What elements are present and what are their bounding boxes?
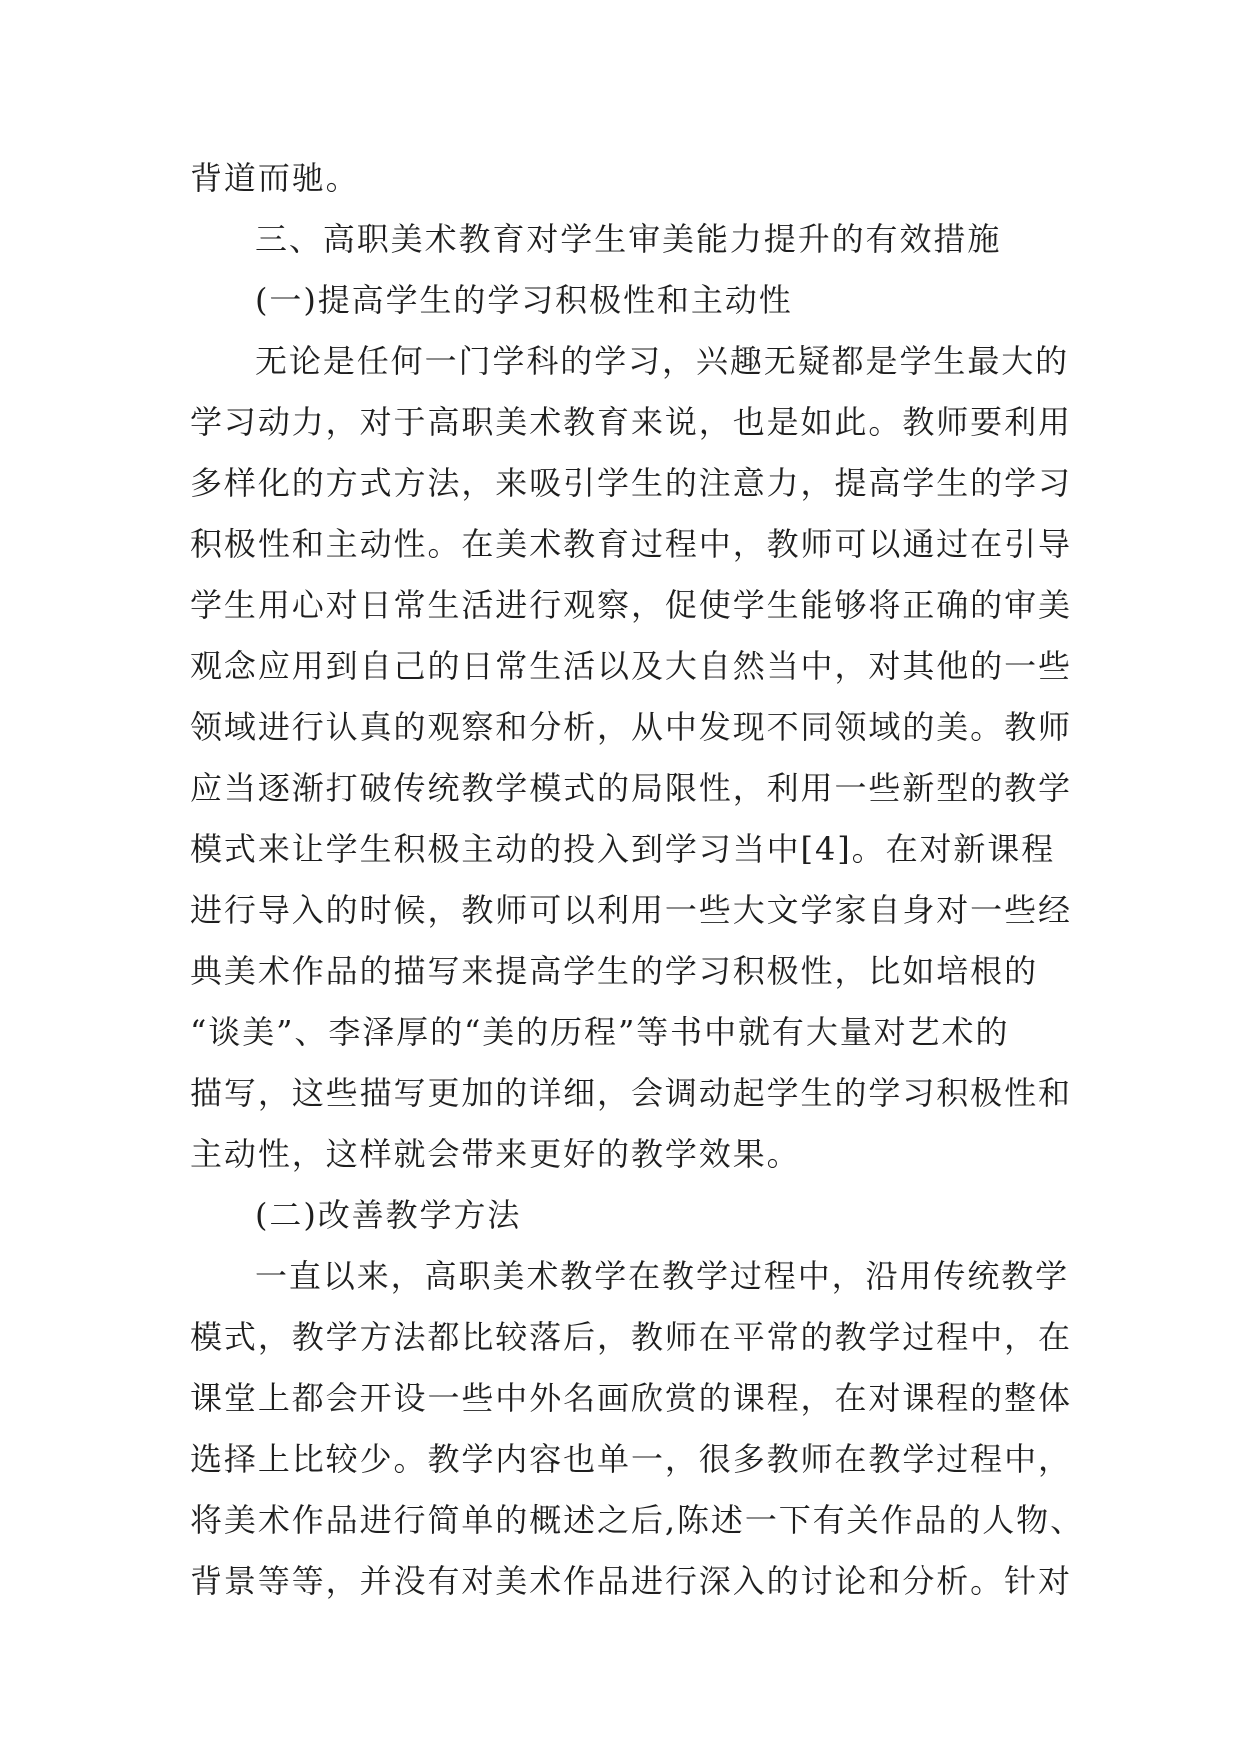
paragraph-line: 模式，教学方法都比较落后，教师在平常的教学过程中，在 [190, 1318, 1072, 1356]
paragraph-line: 学生用心对日常生活进行观察，促使学生能够将正确的审美 [190, 586, 1072, 624]
paragraph-line: 背景等等，并没有对美术作品进行深入的讨论和分析。针对 [190, 1562, 1072, 1600]
subsection-heading: (二)改善教学方法 [255, 1196, 522, 1234]
paragraph-line: 进行导入的时候，教师可以利用一些大文学家自身对一些经 [190, 891, 1072, 929]
paragraph-line: 学习动力，对于高职美术教育来说，也是如此。教师要利用 [190, 403, 1072, 441]
paragraph-line: 选择上比较少。教学内容也单一，很多教师在教学过程中， [190, 1440, 1072, 1478]
paragraph-line: 领域进行认真的观察和分析，从中发现不同领域的美。教师 [190, 708, 1072, 746]
paragraph-line: 无论是任何一门学科的学习，兴趣无疑都是学生最大的 [255, 342, 1070, 380]
paragraph-line: 主动性，这样就会带来更好的教学效果。 [190, 1135, 801, 1173]
text-line: 背道而驰。 [190, 159, 360, 197]
paragraph-line: “谈美”、李泽厚的“美的历程”等书中就有大量对艺术的 [190, 1013, 1010, 1051]
paragraph-line: 观念应用到自己的日常生活以及大自然当中，对其他的一些 [190, 647, 1072, 685]
subsection-heading: (一)提高学生的学习积极性和主动性 [255, 281, 793, 319]
paragraph-line: 描写，这些描写更加的详细，会调动起学生的学习积极性和 [190, 1074, 1072, 1112]
paragraph-line: 将美术作品进行简单的概述之后,陈述一下有关作品的人物、 [190, 1501, 1085, 1539]
section-heading: 三、高职美术教育对学生审美能力提升的有效措施 [255, 220, 1002, 258]
paragraph-line: 课堂上都会开设一些中外名画欣赏的课程，在对课程的整体 [190, 1379, 1072, 1417]
paragraph-line: 典美术作品的描写来提高学生的学习积极性，比如培根的 [190, 952, 1039, 990]
paragraph-line: 应当逐渐打破传统教学模式的局限性，利用一些新型的教学 [190, 769, 1072, 807]
paragraph-line: 一直以来，高职美术教学在教学过程中，沿用传统教学 [255, 1257, 1070, 1295]
paragraph-line: 模式来让学生积极主动的投入到学习当中[4]。在对新课程 [190, 830, 1056, 868]
paragraph-line: 多样化的方式方法，来吸引学生的注意力，提高学生的学习 [190, 464, 1072, 502]
paragraph-line: 积极性和主动性。在美术教育过程中，教师可以通过在引导 [190, 525, 1072, 563]
